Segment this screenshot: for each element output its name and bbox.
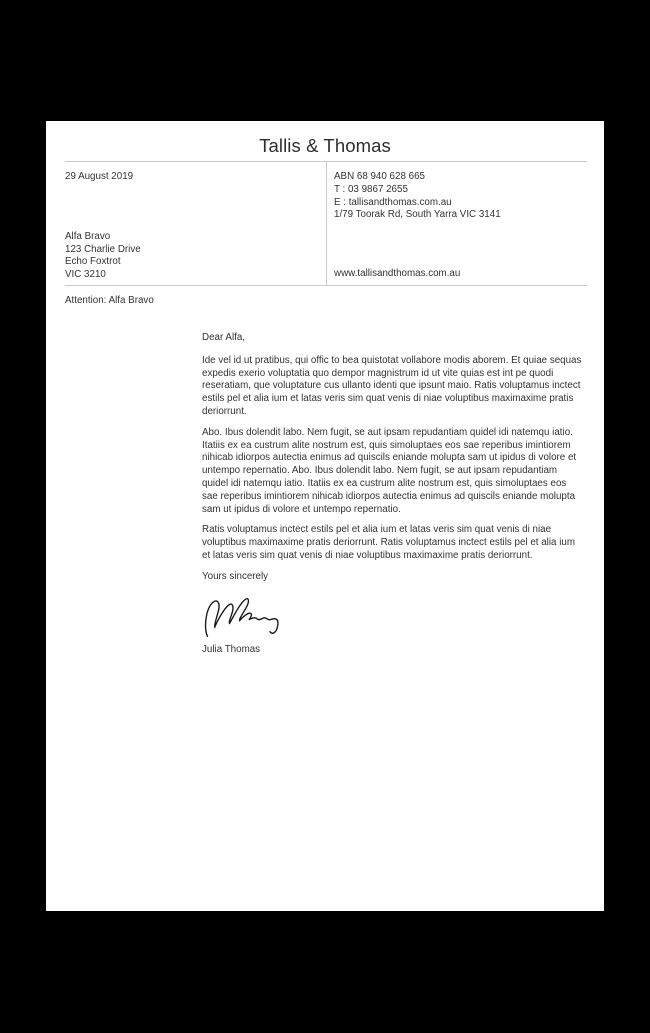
closing-line: Yours sincerely [202, 570, 269, 582]
company-address: 1/79 Toorak Rd, South Yarra VIC 3141 [334, 209, 501, 221]
signatory-name: Julia Thomas [202, 643, 261, 655]
company-name-heading: Tallis & Thomas [259, 135, 391, 156]
company-contact-block [334, 171, 604, 222]
handwritten-signature-icon [201, 593, 293, 641]
recipient-name: Alfa Bravo [65, 230, 111, 242]
letterhead-left-column [46, 162, 326, 285]
body-paragraph: Ratis voluptamus inctect estils pel et alia ium et latas veris sim quat venis di niae voluptibus maximaxime pratis deriorrunt. Ratis voluptamus inctect estils pel et alia ium et latas veris sim quat venis di niae voluptibus maximaxime pratis deriorrunt. [202, 524, 575, 561]
recipient-suburb: Echo Foxtrot [65, 256, 121, 268]
company-website: www.tallisandthomas.com.au [334, 268, 461, 280]
attention-line: Attention: Alfa Bravo [65, 295, 154, 306]
body-paragraph: Ide vel id ut pratibus, qui offic to bea quistotat vollabore modis aborem. Et quiae sequas expedis exerio voluptatia quo dempor magnistrum id ut vite quias est int pe quodi reseratiam, que voluptature cus ullanto identi que ipsunt maio. Ratis voluptamus inctect estils pel et alia ium et latas veris sim quat venis di niae voluptibus maximaxime pratis deriorrunt. [202, 354, 582, 417]
body-paragraph: Abo. Ibus dolendit labo. Nem fugit, se aut ipsam repudantiam quidel idi natemqu iatio. Itatiis ex ea custrum alite nostrum est, quis simoluptaes eos sae reperibus imintiorem nihicab idiorpos autectia enimus ad quiscils eniande molupta sam ut ipidus di volore et untempo repernatio. Abo. Ibus dolendit labo. Nem fugit, se aut ipsam repudantiam quidel idi natemqu iatio. Itatiis ex ea custrum alite nostrum est, quis simoluptaes eos sae reperibus imintiorem nihicab idiorpos autectia enimus ad quiscils eniande molupta sam ut ipidus di volore et untempo repernatio. [202, 426, 577, 515]
recipient-street: 123 Charlie Drive [65, 243, 141, 255]
address-divider [65, 285, 587, 286]
letter-date: 29 August 2019 [65, 171, 134, 182]
letter-page [46, 121, 604, 911]
letterhead-right-column [326, 162, 604, 285]
letter-body [202, 332, 584, 656]
salutation: Dear Alfa, [202, 332, 246, 343]
recipient-address-block [65, 231, 326, 282]
company-abn: ABN 68 940 628 665 [334, 171, 425, 182]
company-email: E : tallisandthomas.com.au [334, 196, 452, 208]
recipient-state-postcode: VIC 3210 [65, 269, 106, 281]
company-phone: T : 03 9867 2655 [334, 183, 408, 195]
letterhead-info-section [46, 162, 604, 285]
